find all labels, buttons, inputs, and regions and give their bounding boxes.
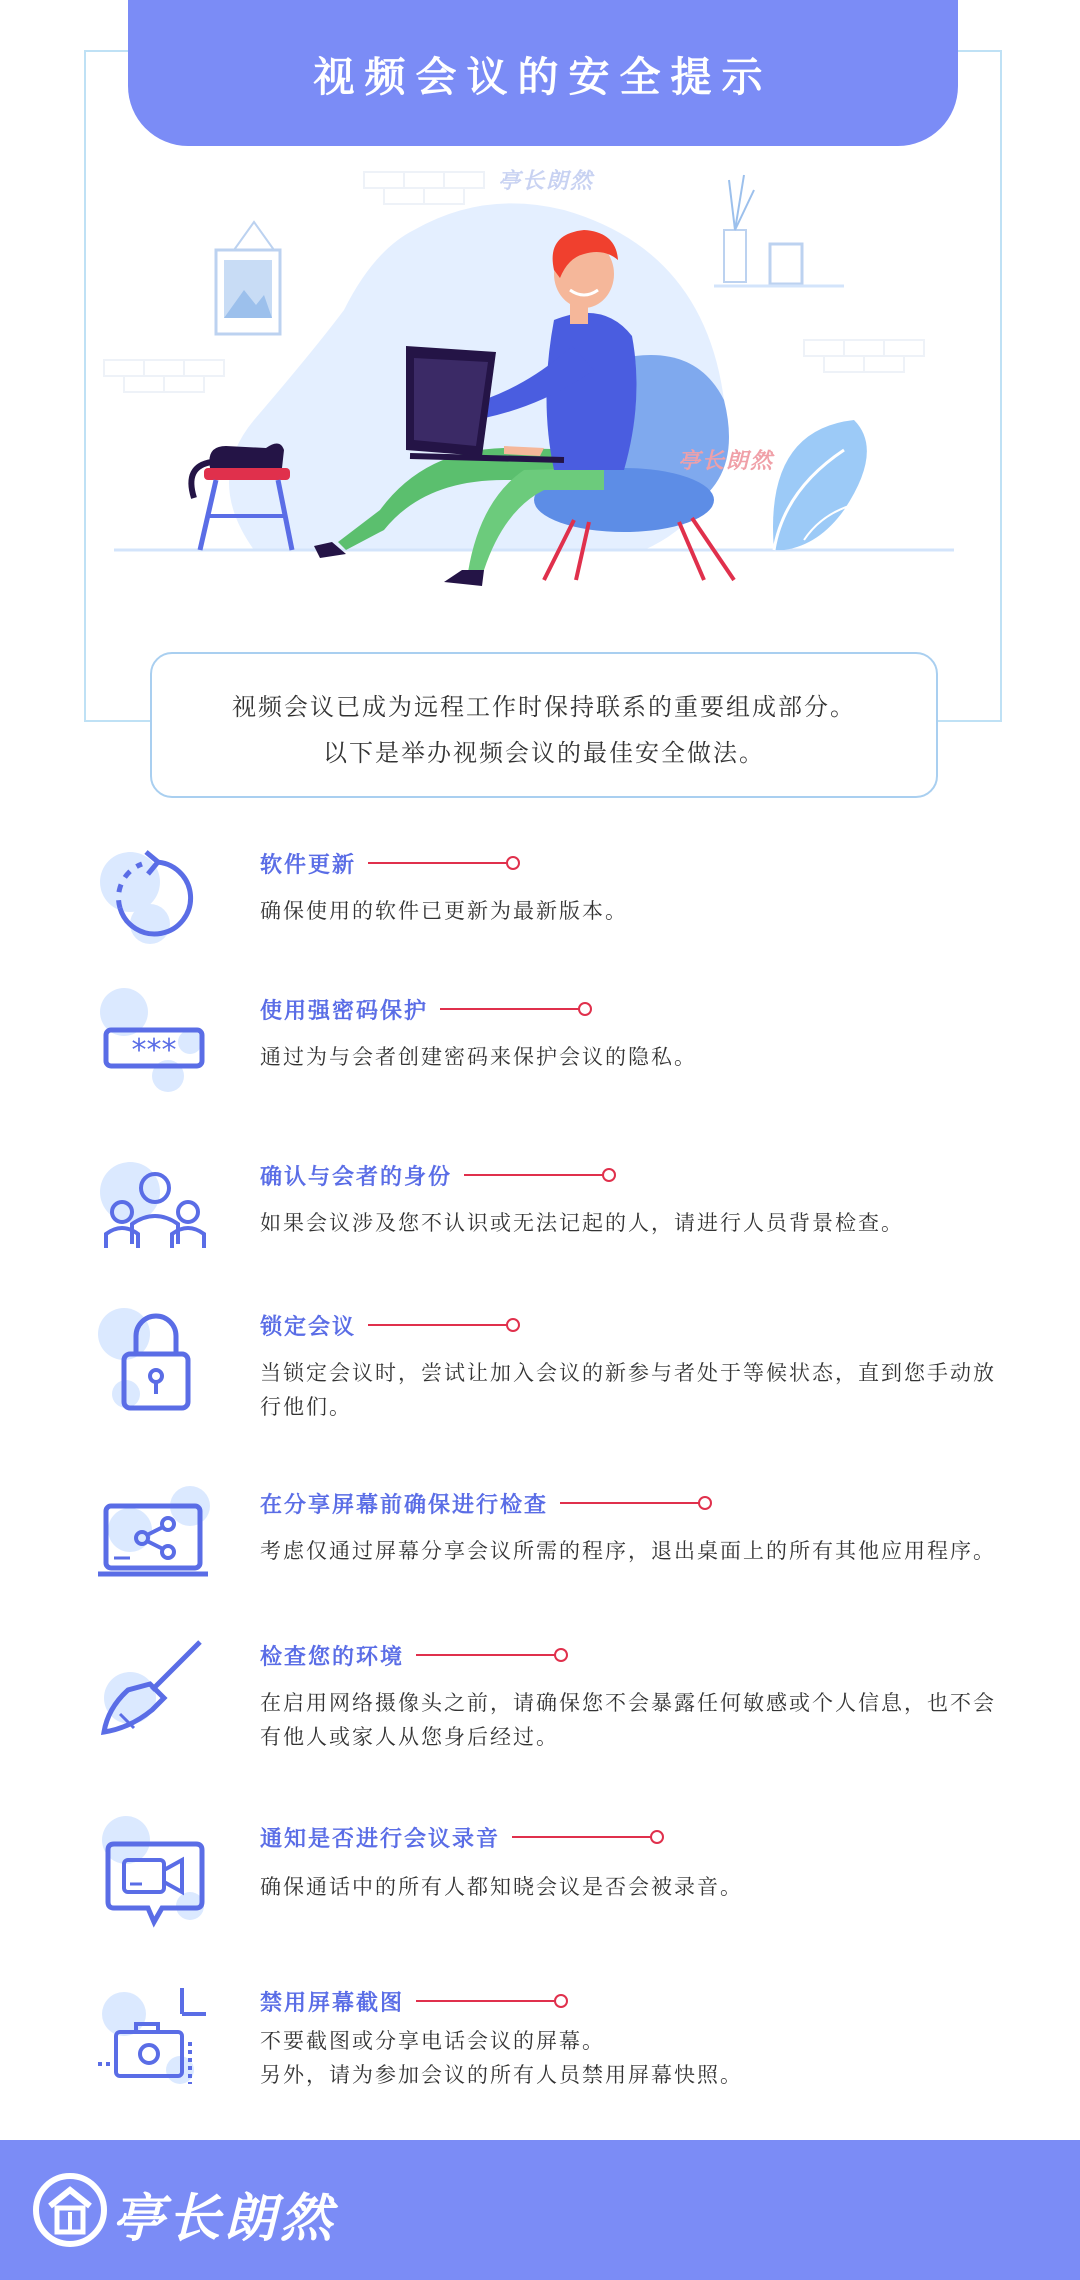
tip-desc: 在启用网络摄像头之前，请确保您不会暴露任何敏感或个人信息，也不会有他人或家人从您身后经过。 xyxy=(260,1691,996,1749)
lock-icon xyxy=(90,1298,220,1428)
tip-desc: 通过为与会者创建密码来保护会议的隐私。 xyxy=(260,1045,697,1069)
svg-text:***: *** xyxy=(131,1033,177,1068)
title-banner xyxy=(128,0,958,146)
tip-title-row xyxy=(260,1158,604,1192)
watermark-top: 亭长朗然 xyxy=(498,169,595,194)
video-call-icon xyxy=(90,1810,220,1940)
tip-desc: 确保通话中的所有人都知晓会议是否会被录音。 xyxy=(260,1875,743,1899)
tip-title-row xyxy=(260,1638,556,1672)
tip-title: 软件更新 xyxy=(260,852,357,878)
tip-title-row xyxy=(260,1984,556,2018)
tip-title-row xyxy=(260,1308,508,1342)
tip-title: 通知是否进行会议录音 xyxy=(260,1826,501,1852)
tip-desc: 如果会议涉及您不认识或无法记起的人，请进行人员背景检查。 xyxy=(260,1211,904,1235)
tip-connector xyxy=(464,1174,604,1176)
tip-connector xyxy=(416,1654,556,1656)
page-title: 视频会议的安全提示 xyxy=(313,53,773,101)
tip-title-row xyxy=(260,992,580,1026)
intro-box xyxy=(150,652,938,798)
intro-line-2: 以下是举办视频会议的最佳安全做法。 xyxy=(323,739,765,767)
logo-icon xyxy=(30,2170,110,2250)
watermark-middle: 亭长朗然 xyxy=(678,449,775,474)
intro-line-1: 视频会议已成为远程工作时保持联系的重要组成部分。 xyxy=(232,693,856,721)
password-icon xyxy=(90,982,220,1112)
tip-title: 锁定会议 xyxy=(260,1314,357,1340)
tip-desc: 当锁定会议时，尝试让加入会议的新参与者处于等候状态，直到您手动放行他们。 xyxy=(260,1361,996,1419)
tip-title-row xyxy=(260,1820,652,1854)
footer-bar xyxy=(0,2140,1080,2280)
tip-connector xyxy=(368,1324,508,1326)
broom-icon xyxy=(90,1628,220,1758)
hero-illustration xyxy=(84,150,1002,650)
tip-title: 确认与会者的身份 xyxy=(260,1164,453,1190)
screenshot-icon xyxy=(90,1974,220,2104)
tip-title: 禁用屏幕截图 xyxy=(260,1990,405,2016)
tip-title: 使用强密码保护 xyxy=(260,998,429,1024)
tip-desc: 考虑仅通过屏幕分享会议所需的程序，退出桌面上的所有其他应用程序。 xyxy=(260,1539,996,1563)
tip-title: 在分享屏幕前确保进行检查 xyxy=(260,1492,549,1518)
screen-share-icon xyxy=(90,1476,220,1606)
refresh-icon xyxy=(90,836,220,966)
tip-connector xyxy=(512,1836,652,1838)
tip-connector xyxy=(368,862,508,864)
people-icon xyxy=(90,1148,220,1278)
tip-desc: 不要截图或分享电话会议的屏幕。 另外，请为参加会议的所有人员禁用屏幕快照。 xyxy=(260,2029,743,2087)
tip-connector xyxy=(440,1008,580,1010)
tip-title-row xyxy=(260,1486,700,1520)
footer-brand: 亭长朗然 xyxy=(112,2189,337,2249)
tip-title: 检查您的环境 xyxy=(260,1644,405,1670)
tip-desc: 确保使用的软件已更新为最新版本。 xyxy=(260,899,628,923)
tip-title-row xyxy=(260,846,508,880)
tip-connector xyxy=(416,2000,556,2002)
tip-connector xyxy=(560,1502,700,1504)
